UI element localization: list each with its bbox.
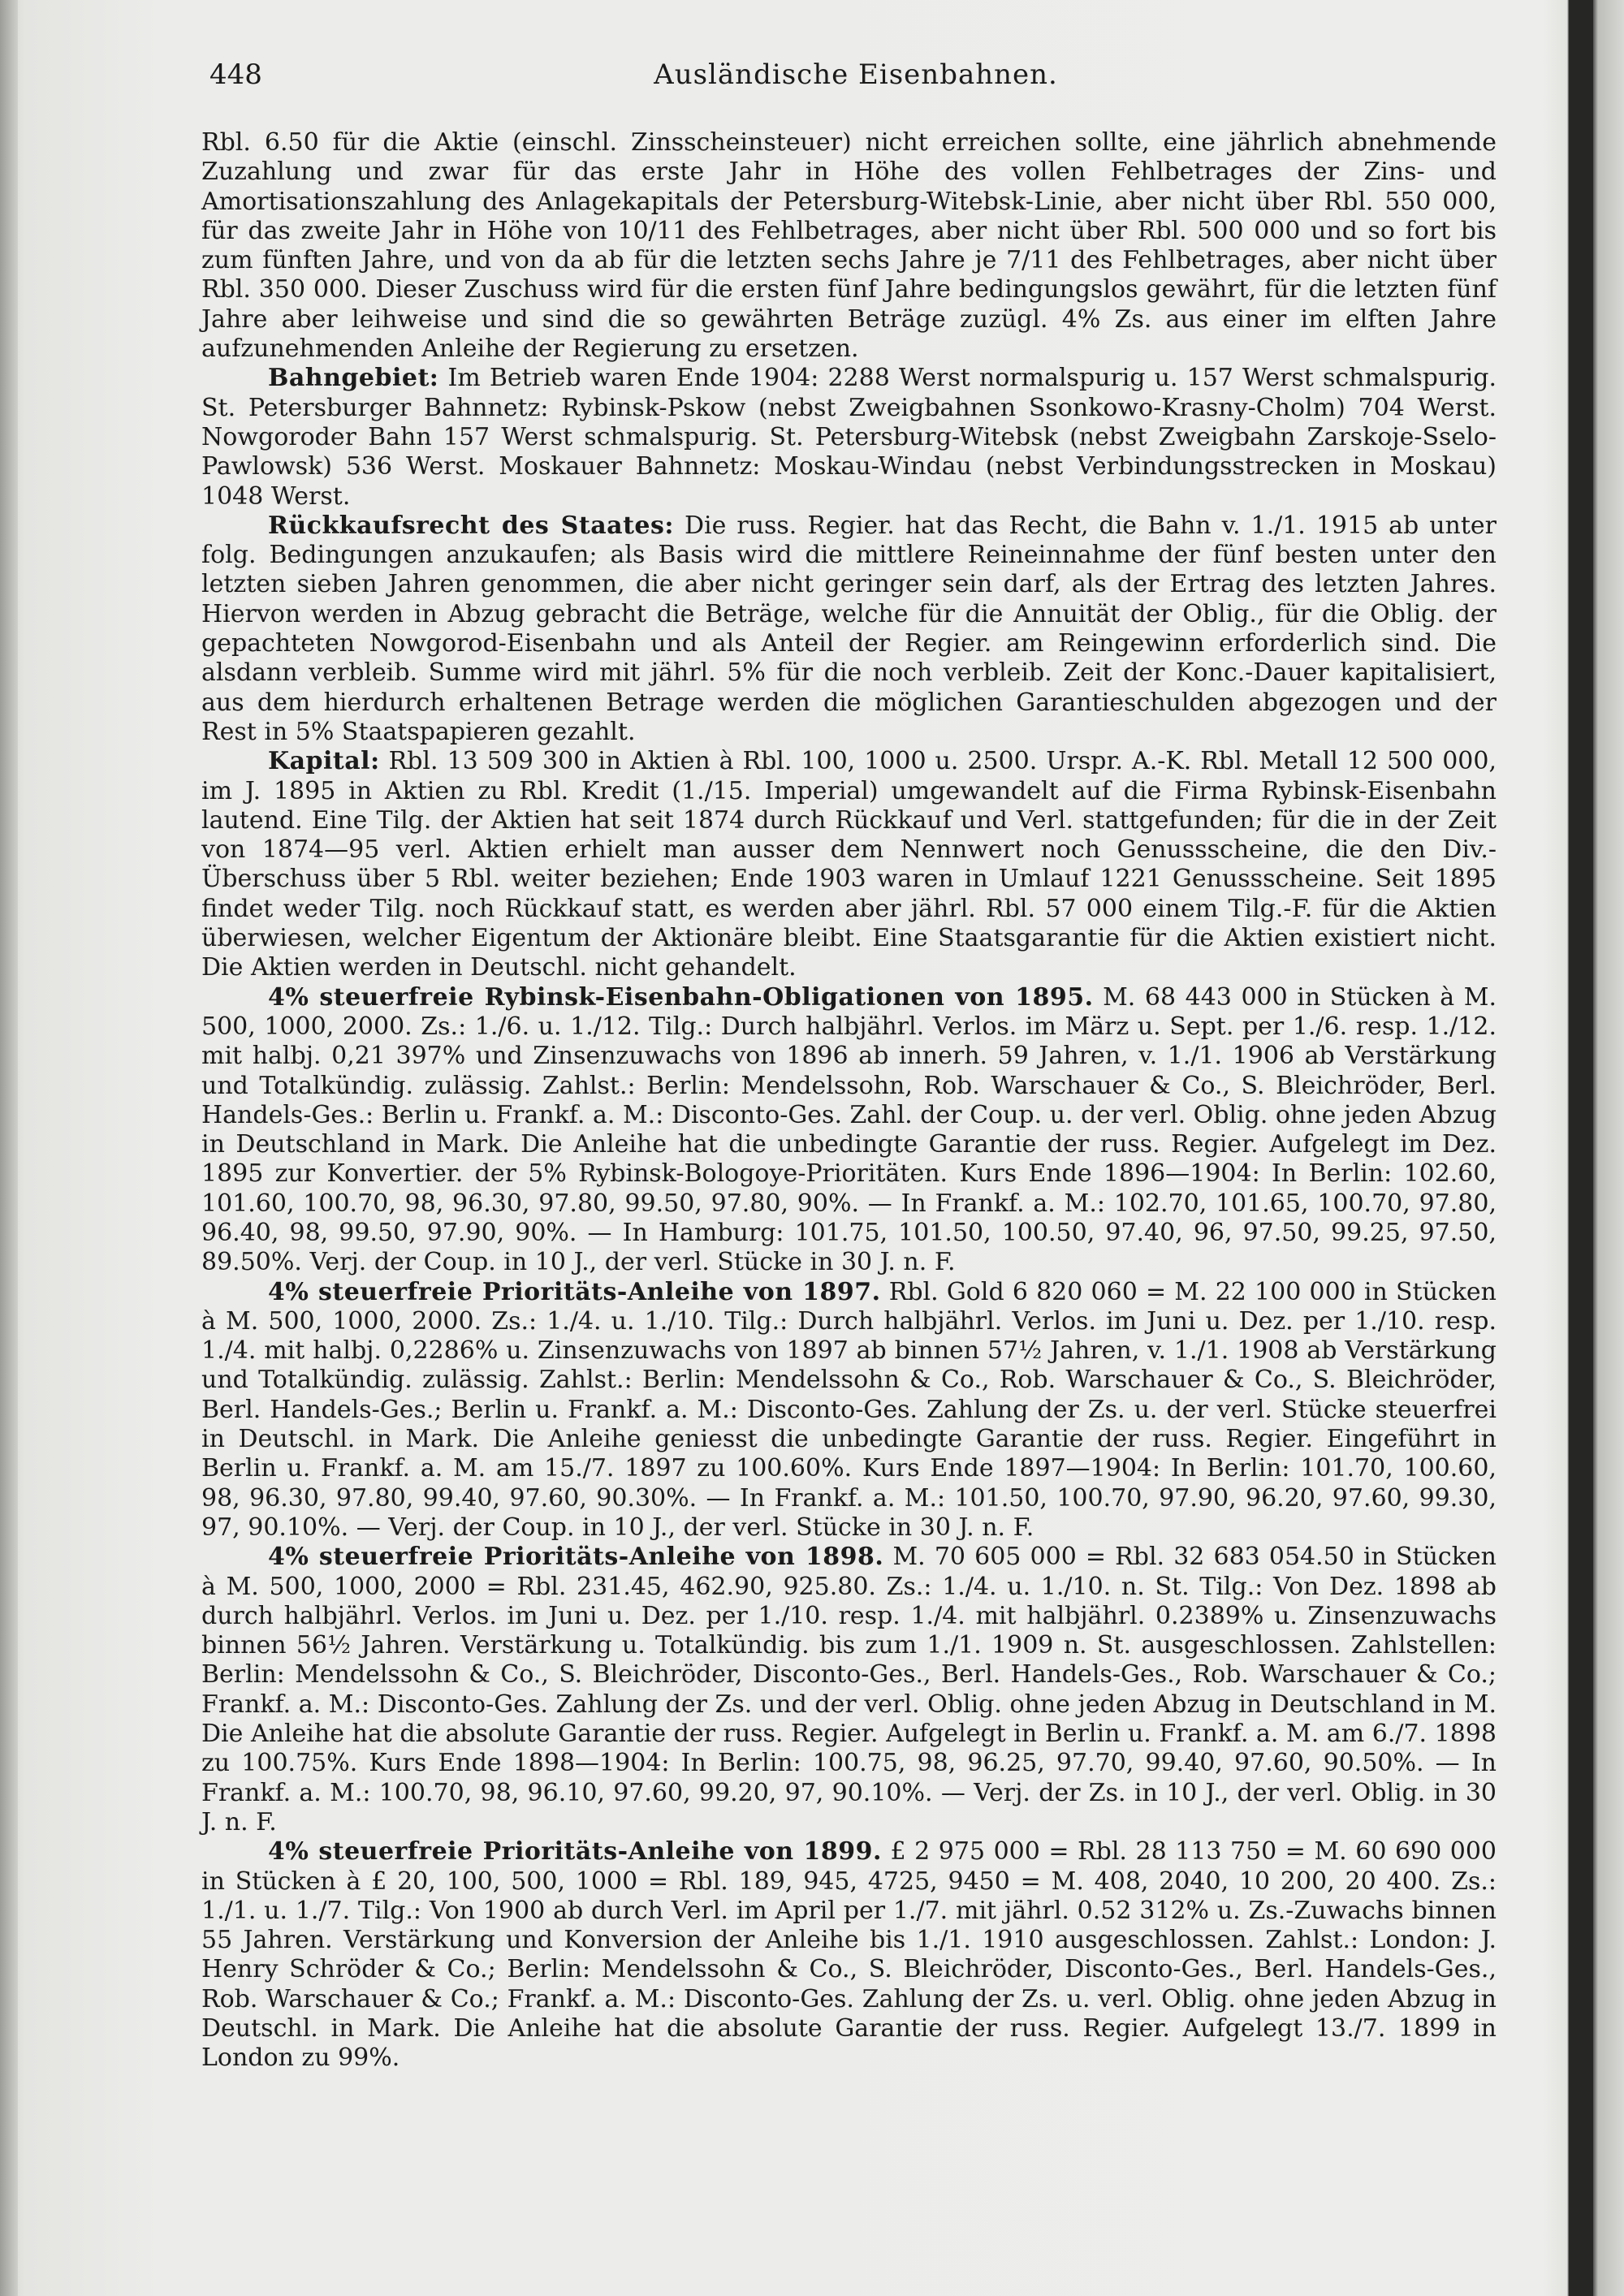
paragraph-anleihe-1899: 4% steuerfreie Prioritäts-Anleihe von 1899. £ 2 975 000 = Rbl. 28 113 750 = M. 60 690 000 in Stücken à £ 20, 100, 500, 1000 = Rbl. 189, 945, 4725, 9450 = M. 408, 2040, 10 200, 20 400. Zs.: 1./1. u. 1./7. Tilg.: Von 1900 ab durch Verl. im April per 1./7. mit jährl. 0.52 312% u. Zs.-Zuwachs binnen 55 Jahren. Verstärkung und Konversion der Anleihe bis 1./1. 1910 ausgeschlossen. Zahlst.: London: J. Henry Schröder & Co.; Berlin: Mendelssohn & Co., S. Bleichröder, Disconto-Ges., Berl. Handels-Ges., Rob. Warschauer & Co.; Frankf. a. M.: Disconto-Ges. Zahlung der Zs. u. verl. Oblig. ohne jeden Abzug in Deutschl. in Mark. Die Anleihe hat die absolute Garantie der russ. Regier. Aufgelegt 13./7. 1899 in London zu 99%. <box>201 1837 1497 2073</box>
paragraph-intro: Rbl. 6.50 für die Aktie (einschl. Zinsscheinsteuer) nicht erreichen sollte, eine jährlich abnehmende Zuzahlung und zwar für das erste Jahr in Höhe des vollen Fehlbetrages der Zins- und Amortisationszahlung des Anlagekapitals der Petersburg-Witebsk-Linie, aber nicht über Rbl. 550 000, für das zweite Jahr in Höhe von 10/11 des Fehlbetrages, aber nicht über Rbl. 500 000 und so fort bis zum fünften Jahre, und von da ab für die letzten sechs Jahre je 7/11 des Fehlbetrages, aber nicht über Rbl. 350 000. Dieser Zuschuss wird für die ersten fünf Jahre bedingungslos gewährt, für die letzten fünf Jahre aber leihweise und sind die so gewährten Beträge zuzügl. 4% Zs. aus einer im elften Jahre aufzunehmenden Anleihe der Regierung zu ersetzen. <box>201 128 1497 364</box>
section-heading: Kapital: <box>268 747 380 776</box>
page-number: 448 <box>209 58 262 91</box>
scan-right-edge <box>1569 0 1593 2296</box>
section-heading: 4% steuerfreie Rybinsk-Eisenbahn-Obligationen von 1895. <box>268 982 1094 1012</box>
paragraph-rueckkaufsrecht: Rückkaufsrecht des Staates: Die russ. Regier. hat das Recht, die Bahn v. 1./1. 1915 ab unter folg. Bedingungen anzukaufen; als Basis wird die mittlere Reineinnahme der fünf besten unter den letzten sieben Jahren genommen, die aber nicht geringer sein darf, als der Ertrag des letzten Jahres. Hiervon werden in Abzug gebracht die Beträge, welche für die Annuität der Oblig., für die Oblig. der gepachteten Nowgorod-Eisenbahn und als Anteil der Regier. am Reingewinn erforderlich sind. Die alsdann verbleib. Summe wird mit jährl. 5% für die noch verbleib. Zeit der Konc.-Dauer kapitalisiert, aus dem hierdurch erhaltenen Betrage werden die möglichen Garantieschulden abgezogen und der Rest in 5% Staatspapieren gezahlt. <box>201 511 1497 746</box>
section-heading: 4% steuerfreie Prioritäts-Anleihe von 1898. <box>268 1543 884 1572</box>
paragraph-kapital: Kapital: Rbl. 13 509 300 in Aktien à Rbl. 100, 1000 u. 2500. Urspr. A.-K. Rbl. Metall 12 500 000, im J. 1895 in Aktien zu Rbl. Kredit (1./15. Imperial) umgewandelt auf die Firma Rybinsk-Eisenbahn lautend. Eine Tilg. der Aktien hat seit 1874 durch Rückkauf und Verl. stattgefunden; für die in der Zeit von 1874—95 verl. Aktien erhielt man ausser dem Nennwert noch Genussscheine, die den Div.-Überschuss über 5 Rbl. weiter beziehen; Ende 1903 waren in Umlauf 1221 Genussscheine. Seit 1895 findet weder Tilg. noch Rückkauf statt, es werden aber jährl. Rbl. 57 000 einem Tilg.-F. für die Aktien überwiesen, welcher Eigentum der Aktionäre bleibt. Eine Staatsgarantie für die Aktien existiert nicht. Die Aktien werden in Deutschl. nicht gehandelt. <box>201 747 1497 982</box>
paragraph-anleihe-1897: 4% steuerfreie Prioritäts-Anleihe von 1897. Rbl. Gold 6 820 060 = M. 22 100 000 in Stücken à M. 500, 1000, 2000. Zs.: 1./4. u. 1./10. Tilg.: Durch halbjährl. Verlos. im Juni u. Dez. per 1./10. resp. 1./4. mit halbj. 0,2286% u. Zinsenzuwachs von 1897 ab binnen 57½ Jahren, v. 1./1. 1908 ab Verstärkung und Totalkündig. zulässig. Zahlst.: Berlin: Mendelssohn & Co., Rob. Warschauer & Co., S. Bleichröder, Berl. Handels-Ges.; Berlin u. Frankf. a. M.: Disconto-Ges. Zahlung der Zs. u. der verl. Stücke steuerfrei in Deutschl. in Mark. Die Anleihe geniesst die unbedingte Garantie der russ. Regier. Eingeführt in Berlin u. Frankf. a. M. am 15./7. 1897 zu 100.60%. Kurs Ende 1897—1904: In Berlin: 101.70, 100.60, 98, 96.30, 97.80, 99.40, 97.60, 90.30%. — In Frankf. a. M.: 101.50, 100.70, 97.90, 96.20, 97.60, 99.30, 97, 90.10%. — Verj. der Coup. in 10 J., der verl. Stücke in 30 J. n. F. <box>201 1277 1497 1542</box>
section-heading: Bahngebiet: <box>268 364 439 393</box>
running-title: Ausländische Eisenbahnen. <box>654 58 1058 91</box>
section-heading: Rückkaufsrecht des Staates: <box>268 511 674 540</box>
page-header <box>209 58 1502 99</box>
paragraph-bahngebiet: Bahngebiet: Im Betrieb waren Ende 1904: 2288 Werst normalspurig u. 157 Werst schmalspurig. St. Petersburger Bahnnetz: Rybinsk-Pskow (nebst Zweigbahnen Ssonkowo-Krasny-Cholm) 704 Werst. Nowgoroder Bahn 157 Werst schmalspurig. St. Petersburg-Witebsk (nebst Zweigbahn Zarskoje-Sselo-Pawlowsk) 536 Werst. Moskauer Bahnnetz: Moskau-Windau (nebst Verbindungsstrecken in Moskau) 1048 Werst. <box>201 364 1497 511</box>
paragraph-anleihe-1898: 4% steuerfreie Prioritäts-Anleihe von 1898. M. 70 605 000 = Rbl. 32 683 054.50 in Stücken à M. 500, 1000, 2000 = Rbl. 231.45, 462.90, 925.80. Zs.: 1./4. u. 1./10. n. St. Tilg.: Von Dez. 1898 ab durch halbjährl. Verlos. im Juni u. Dez. per 1./10. resp. 1./4. mit halbjährl. 0.2389% u. Zinsenzuwachs binnen 56½ Jahren. Verstärkung u. Totalkündig. bis zum 1./1. 1909 n. St. ausgeschlossen. Zahlstellen: Berlin: Mendelssohn & Co., S. Bleichröder, Disconto-Ges., Berl. Handels-Ges., Rob. Warschauer & Co.; Frankf. a. M.: Disconto-Ges. Zahlung der Zs. und der verl. Oblig. ohne jeden Abzug in Deutschland in M. Die Anleihe hat die absolute Garantie der russ. Regier. Aufgelegt in Berlin u. Frankf. a. M. am 6./7. 1898 zu 100.75%. Kurs Ende 1898—1904: In Berlin: 100.75, 98, 96.25, 97.70, 99.40, 97.60, 90.50%. — In Frankf. a. M.: 100.70, 98, 96.10, 97.60, 99.20, 97, 90.10%. — Verj. der Zs. in 10 J., der verl. Oblig. in 30 J. n. F. <box>201 1543 1497 1836</box>
section-heading: 4% steuerfreie Prioritäts-Anleihe von 1899. <box>268 1837 882 1867</box>
section-heading: 4% steuerfreie Prioritäts-Anleihe von 1897. <box>268 1277 881 1306</box>
page-body <box>201 128 1497 2074</box>
paragraph-obligationen-1895: 4% steuerfreie Rybinsk-Eisenbahn-Obligationen von 1895. M. 68 443 000 in Stücken à M. 500, 1000, 2000. Zs.: 1./6. u. 1./12. Tilg.: Durch halbjährl. Verlos. im März u. Sept. per 1./6. resp. 1./12. mit halbj. 0,21 397% und Zinsenzuwachs von 1896 ab innerh. 59 Jahren, v. 1./1. 1906 ab Verstärkung und Totalkündig. zulässig. Zahlst.: Berlin: Mendelssohn, Rob. Warschauer & Co., S. Bleichröder, Berl. Handels-Ges.: Berlin u. Frankf. a. M.: Disconto-Ges. Zahl. der Coup. u. der verl. Oblig. ohne jeden Abzug in Deutschland in Mark. Die Anleihe hat die unbedingte Garantie der russ. Regier. Aufgelegt im Dez. 1895 zur Konvertier. der 5% Rybinsk-Bologoye-Prioritäten. Kurs Ende 1896—1904: In Berlin: 102.60, 101.60, 100.70, 98, 96.30, 97.80, 99.50, 97.80, 90%. — In Frankf. a. M.: 102.70, 101.65, 100.70, 97.80, 96.40, 98, 99.50, 97.90, 90%. — In Hamburg: 101.75, 101.50, 100.50, 97.40, 96, 97.50, 99.25, 97.50, 89.50%. Verj. der Coup. in 10 J., der verl. Stücke in 30 J. n. F. <box>201 982 1497 1277</box>
scan-left-edge <box>0 0 18 2296</box>
